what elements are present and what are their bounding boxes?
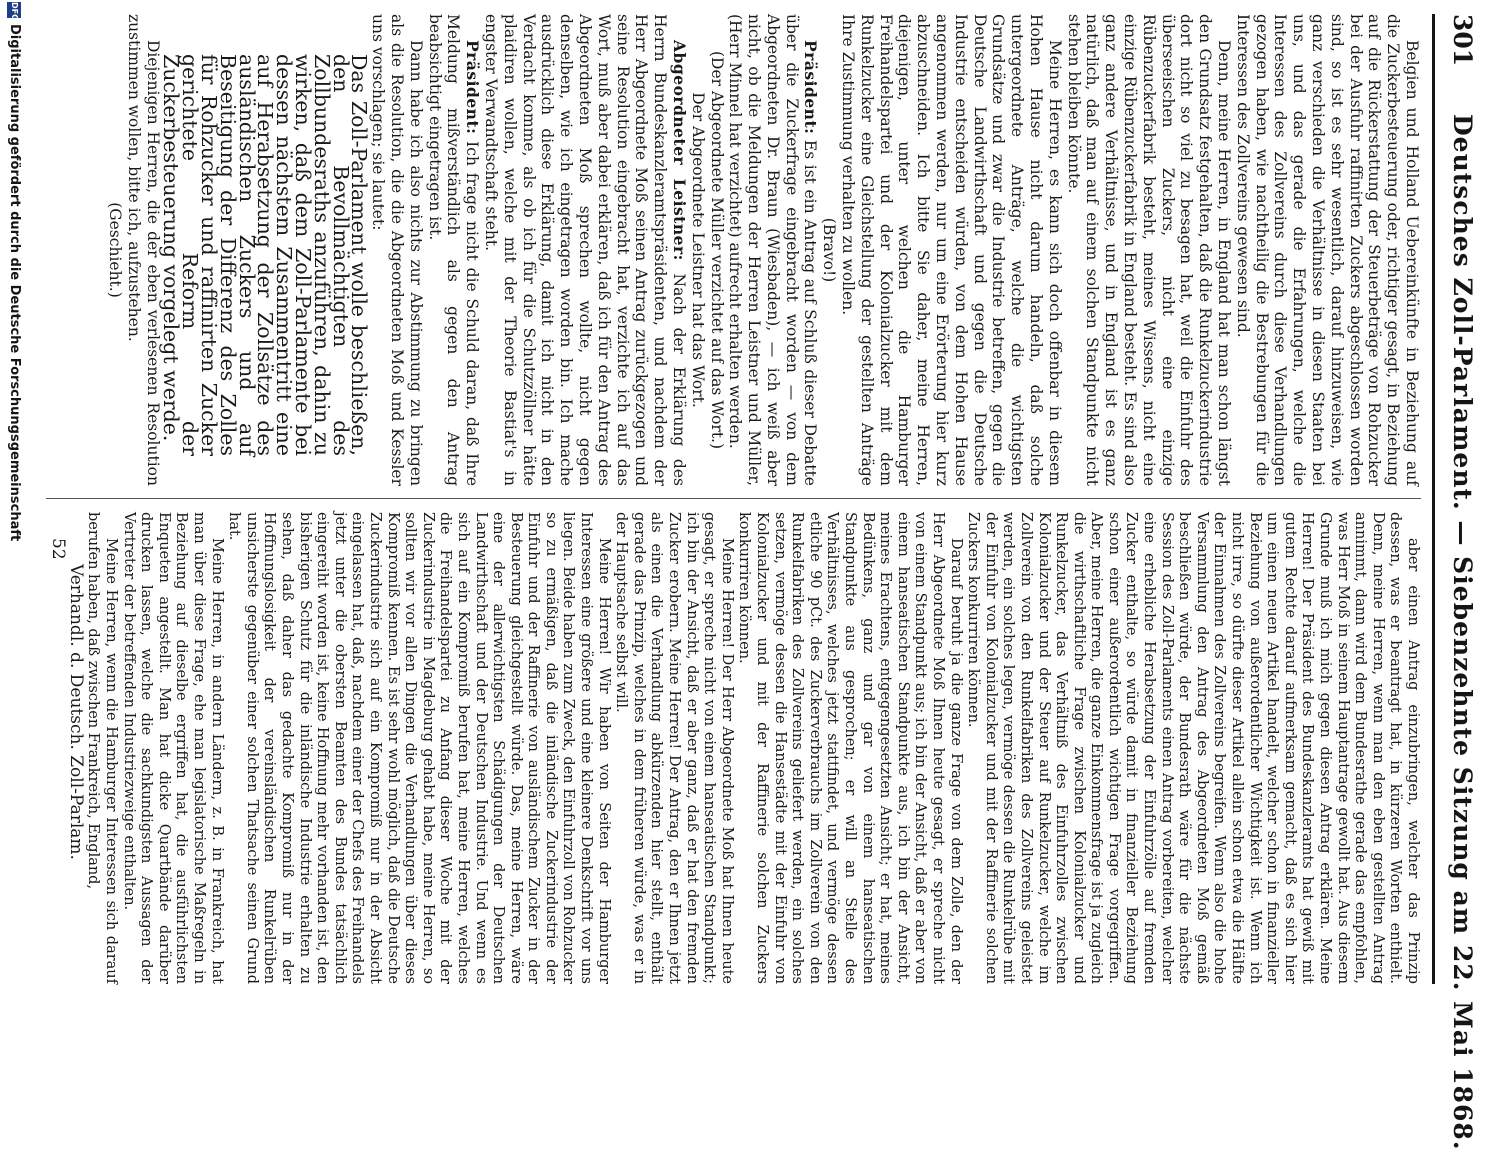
paragraph-text: Es ist ein Antrag auf Schluß dieser Debatte über die Zuckerfrage eingebracht worden — von dem Abgeordneten Dr. Braun (Wiesbaden), — ich weiß aber nicht, ob die Meldungen der Herren Leistner und Müller, (Herr Minnel hat verzichtet) aufrecht erhalten werden. <box>726 14 820 486</box>
paragraph <box>964 512 1421 984</box>
column-divider <box>46 498 1421 499</box>
paragraph <box>425 14 481 486</box>
paragraph <box>735 512 964 984</box>
footer-credit: Digitalisierung gefördert durch die Deutsche Forschungsgemeinschaft <box>7 24 22 542</box>
text-column-right <box>49 512 1421 984</box>
paragraph-text: Meine Herren, es kann sich doch offenbar in diesem Hohen Hause nicht darum handeln, daß solche untergeordnete Anträge, welche die wichtigsten Grundsätze und zwar die Industrie betreffen, gegen die Deutsche Landwirthschaft und gegen die Deutsche Industrie entscheiden würden, von dem Hohen Hause angenommen werden, nur um eine Erörterung hier kurz abzuschneiden. Ich bitte Sie daher, meine Herren, diejenigen, unter welchen die Hamburger Freihandelspartei und der Kolonialzucker mit dem Runkelzucker eine Gleichstellung der gestellten Anträge Ihre Zustimmung verhalten zu wollen. <box>839 14 1064 486</box>
dfg-logo-icon: DFG <box>7 2 21 18</box>
paragraph-text: Dann habe ich also nichts zur Abstimmung zu bringen als die Resolution, die die Abgeordneten Moß und Kessler uns vorschlagen; sie lautet: <box>369 14 425 486</box>
paragraph <box>105 14 124 486</box>
speaker-label: Präsident: <box>801 40 821 135</box>
paragraph-text: Nach der Erklärung des Herrn Bundeskanzleramtspräsidenten, und nachdem der Herr Abgeordnete Moß seinen Antrag zurückgezogen und seine Resolution eingebracht hat, verzichte ich auf das Wort, muß aber dabei erklären, daß ich für den Antrag des Abgeordneten Moß sprechen wollte, nicht gegen denselben, wie ich eingetragen worden bin. Ich mache ausdrücklich diese Erklärung, damit ich nicht in den Verdacht komme, als ob ich für die Schutzzöllner hätte plaidiren wollen, welche mit der Theorie Bastiat's in engster Verwandtschaft steht. <box>481 14 688 486</box>
running-header <box>1433 14 1477 1151</box>
paragraph <box>124 14 162 486</box>
paragraph-text: (Bravo!) <box>820 217 839 283</box>
paragraph-text: (Der Abgeordnete Müller verzichtet auf das Wort.) <box>707 50 726 450</box>
paragraph-text: Meine Herren! Wir haben von Seiten der Hamburger Interessen eine größere und eine kleinere Denkschrift vor uns liegen. Beide haben zum Zweck, den Einfuhrzoll von Rohzucker so zu ermäßigen, daß die inländische Zuckerindustrie der Einfuhr und der Raffinerie von ausländischem Zucker in der Besteuerung gleichgestellt würde. Das, meine Herren, wäre eine der allerwichtigsten Schädigungen der Deutschen Landwirthschaft und der Deutschen Industrie. Und wenn es sich auf ein Kompromiß berufen hat, meine Herren, welches die Freihandelspartei zu Anfang dieser Woche mit der Zuckerindustrie in Magdeburg gehabt habe, meine Herren, so sollten wir vor allen Dingen die Verhandlungen über dieses Kompromiß kennen. Es ist sehr wohl möglich, daß die Deutsche Zuckerindustrie sich auf ein Kompromiß nur in der Absicht eingelassen hat, daß, nachdem einer der Chefs des Freihandels jetzt unter die obersten Beamten des Bundes tatsächlich eingereiht worden ist, keine Hoffnung mehr vorhanden ist, den bisherigen Schutz für die inländische Industrie erhalten zu sehen, daß daher das gedachte Kompromiß nur in der Hoffnungslosigkeit der vereinsländischen Runkelrüben unsicherste gegenüber einer solchen Thatsache seinen Grund hat. <box>226 512 612 984</box>
paragraph <box>119 512 225 984</box>
footer-bar <box>3 0 23 1000</box>
paragraph <box>726 14 820 486</box>
paragraph <box>84 512 119 984</box>
paragraph <box>1233 14 1421 486</box>
paragraph-text: Darauf beruht ja die ganze Frage von dem Zolle, den der Herr Abgeordnete Moß Ihnen heute gesagt, er spreche nicht von einem Standpunkt aus; ich bin der Ansicht, daß er aber von einem hanseatischen Standpunkte aus, ich bin der Ansicht, meines Erachtens, entgegengesetzten Ansicht; er hat, meines Bedünkens, ganz und gar von einem hanseatischen Standpunkte aus gesprochen; er will an Stelle des Verhältnisses, welches jetzt stattfindet, und vermöge dessen etliche 90 pCt. des Zuckerverbrauchs im Zollverein von den Runkelfabriken des Zollvereins geliefert werden, ein solches setzen, vermöge dessen die Hansestädte mit der Einfuhr von Kolonialzucker und mit der Raffinerie solchen Zuckers konkurriren können. <box>736 512 964 984</box>
paragraph <box>688 14 707 486</box>
sheet-number: 52 <box>48 538 69 560</box>
paragraph-text: Denn, meine Herren, in England hat man schon längst den Grundsatz festgehalten, daß die Runkelzuckerindustrie dort nicht so viel zu besagen hat, weil die Einfuhr des überseeischen Zuckers, nicht eine einzige Rübenzuckerfabrik besteht, meines Wissens, nicht eine einzige Rübenzuckerfabrik in England besteht. Es sind also ganz andere Verhältnisse, und in England ist es ganz natürlich, daß man auf einem solchen Standpunkte nicht stehen bleiben könnte. <box>1064 14 1234 486</box>
paragraph <box>838 14 1064 486</box>
paragraph-text: Meine Herren! Der Herr Abgeordnete Moß hat Ihnen heute gesagt, er spreche nicht von einem hanseatischen Standpunkt; ich bin der Ansicht, daß er aber ganz, daß er hat den fremden Zucker erobern. Meine Herren! Der Antrag, den er Ihnen jetzt als einen die Verhandlung abkürzenden hier stellt, enthält gerade das Prinzip, welches in dem früheren würde, was er in der Hauptsache selbst will. <box>613 512 735 984</box>
paragraph <box>1064 14 1233 486</box>
paragraph <box>612 512 735 984</box>
running-title: Deutsches Zoll-Parlament. — Siebenzehnte Sitzung am 22. Mai 1868. <box>1448 114 1477 1151</box>
paragraph <box>481 14 688 486</box>
page-number: 301 <box>1448 14 1477 67</box>
paragraph <box>225 512 612 984</box>
sheet-signature: Verhandl. d. Deutsch. Zoll-Parlam. <box>65 564 86 860</box>
speaker-label: Abgeordneter Leistner: <box>669 40 689 261</box>
paragraph-text: Meine Herren, wenn die Hamburger Interessen sich darauf berufen haben, daß zwischen Frankreich, England, <box>85 512 120 984</box>
paragraph-text: aber einen Antrag einzubringen, welcher das Prinzip dessen, was er beantragt hat, in kürzeren Worten enthielt. Denn, meine Herren, wenn man den eben gestellten Antrag annimmt, dann wird dem Bundesrathe gerade das empfohlen, was Herr Moß in seinem Hauptantrage gewollt hat. Aus diesem Grunde muß ich mich gegen diesen Antrag erklären. Meine Herren! Der Präsident des Bundeskanzleramts hat gewiß mit gutem Rechte darauf aufmerksam gemacht, daß es sich hier um einen neuen Artikel handelt, welcher schon in finanzieller Beziehung von außerordentlicher Wichtigkeit ist. Wenn ich nicht irre, so dürfte dieser Artikel allein schon etwa die Hälfte der Einnahmen des Zollvereins begreifen. Wenn also die hohe Versammlung den Antrag des Abgeordneten Moß gemäß beschließen würde, der Bundesrath wäre für die nächste Session des Zoll-Parlaments einen Antrag vorbereiten, welcher eine erhebliche Herabsetzung der Einfuhrzölle auf fremden Zucker enthalte, so würde damit in finanzieller Beziehung schon einer außerordentlich wichtigen Frage vorgegriffen. Aber, meine Herren, die ganze Einkommensfrage ist ja zugleich die wirthschaftliche Frage zwischen Kolonialzucker und Runkelzucker, das Verhältniß des Einfuhrzolles zwischen Kolonialzucker und der Steuer auf Runkelzucker, welche im Zollverein von den Runkelfabriken des Zollvereins geleistet werden, ein solches legen, vermöge dessen die Runkelrübe mit der Einfuhr von Kolonialzucker und mit der Raffinerie solchen Zuckers konkurriren können. <box>965 512 1421 984</box>
paragraph <box>368 14 424 486</box>
paragraph <box>707 14 726 486</box>
paragraph <box>820 14 839 486</box>
speaker-label: Präsident: <box>463 40 483 135</box>
paragraph <box>159 14 372 486</box>
paragraph-text: Ich frage nicht die Schuld daran, daß Ihre Meldung mißverständlich als gegen den Antrag beabsichtigt eingetragen ist. <box>425 14 482 486</box>
paragraph-text: (Geschieht.) <box>106 202 125 298</box>
header-rule <box>1432 14 1435 984</box>
signature-line <box>49 512 84 984</box>
text-column-left <box>105 14 1421 486</box>
paragraph-text: Diejenigen Herren, die der eben verlesenen Resolution zustimmen wollen, bitte ich, aufzustehen. <box>124 14 162 486</box>
paragraph-text: Der Abgeordnete Leistner hat das Wort. <box>688 92 707 408</box>
paragraph-text: Meine Herren, in andern Ländern, z. B. in Frankreich, hat man über diese Frage, ehe man legislatorische Maßregeln in Beziehung auf dieselbe ergriffen hat, die ausführlichsten Enqueten angestellt. Man hat dicke Quartbände darüber drucken lassen, welche die sachkundigsten Aussagen der Vertreter der betreffenden Industriezweige enthalten. <box>120 512 225 984</box>
paragraph-text: Das Zoll-Parlament wolle beschließen, den Bevollmächtigten des Zollbundesraths anzuführen, dahin zu wirken, daß dem Zoll-Parlamente bei dessen nächstem Zusammentritt eine auf Herabsetzung der Zollsätze des ausländischen Zuckers und auf Beseitigung der Differenz des Zolles für Rohzucker und raffinirten Zucker gerichtete Reform der Zuckerbesteuerung vorgelegt werde. <box>159 54 372 456</box>
paragraph-text: Belgien und Holland Uebereinkünfte in Beziehung auf die Zuckerbesteuerung oder, richtiger gesagt, in Beziehung auf die Rückerstattung der Steuerbeträge von Rohzucker bei der Ausfuhr raffinirten Zuckers abgeschlossen worden sind, so ist es sehr wesentlich, darauf hinzuweisen, wie ganz verschieden die Verhältnisse in diesen Staaten bei uns, und das gerade die Erfahrungen, welche die Interessen des Zollvereins durch diese Verhandlungen gezogen haben, wie nachtheilig die Bestrebungen für die Interessen des Zollvereins gewesen sind. <box>1233 14 1421 486</box>
